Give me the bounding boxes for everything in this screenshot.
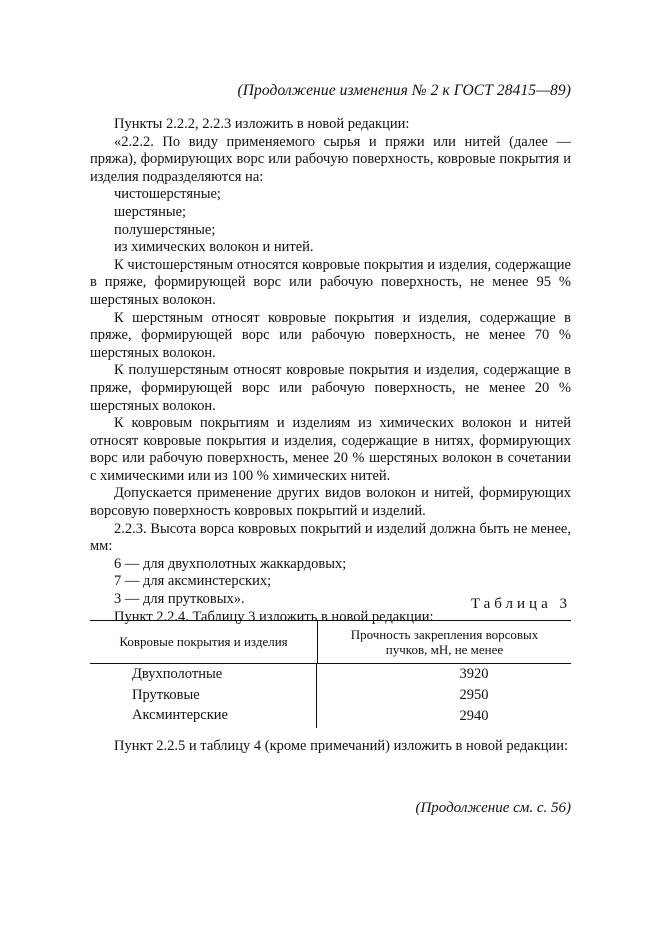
strength-table — [90, 620, 571, 727]
paragraph: К шерстяным относят ковровые покрытия и изделия, содержащие в пряже, формирующей ворс или рабочую поверхность, не менее 70 % шерстяных волокон. — [90, 309, 571, 361]
paragraph: Пункт 2.2.5 и таблицу 4 (кроме примечаний) изложить в новой редакции: — [114, 738, 569, 754]
header-col-strength-line1: Прочность закрепления ворсовых — [350, 627, 539, 642]
cell-product: Двухполотные — [90, 664, 317, 685]
cell-value: 3920 — [459, 666, 489, 682]
table-header — [90, 621, 571, 664]
paragraph: «2.2.2. По виду применяемого сырья и пряжи или нитей (далее — пряжа), формирующих ворс или рабочую поверхность, ковровые покрытия и изделия подразделяются на: — [90, 133, 571, 185]
list-item: чистошерстяные; — [114, 186, 221, 203]
cell-product: Прутковые — [90, 685, 317, 706]
table-row — [90, 685, 571, 706]
list-item: из химических волокон и нитей. — [114, 239, 314, 256]
table-caption: Таблица 3 — [470, 596, 571, 612]
list-item: 3 — для прутковых». — [114, 591, 245, 608]
list-item: 6 — для двухполотных жаккардовых; — [114, 555, 347, 572]
header-col-product: Ковровые покрытия и изделия — [90, 621, 318, 663]
list-item: 7 — для аксминстерских; — [114, 573, 272, 590]
paragraph: Пункты 2.2.2, 2.2.3 изложить в новой редакции: — [114, 116, 410, 132]
body-text — [90, 116, 571, 626]
after-text — [90, 737, 571, 755]
list-item: полушерстяные; — [114, 221, 216, 238]
paragraph: К ковровым покрытиям и изделиям из химических волокон и нитей относят ковровые покрытия и изделия, содержащие в нитях, формирующих ворс или рабочую поверхность, менее 20 % шерстяных волокон в сочетании с химическими или из 100 % химических нитей. — [90, 415, 571, 484]
table-row — [90, 664, 571, 685]
header-col-strength — [318, 621, 571, 663]
paragraph: К полушерстяным относят ковровые покрытия и изделия, содержащие в пряже, формирующей ворс или рабочую поверхность, не менее 20 % шерстяных волокон. — [90, 362, 571, 414]
footer-note: (Продолжение см. с. 56) — [415, 800, 571, 816]
list-item: шерстяные; — [114, 203, 187, 220]
paragraph: 2.2.3. Высота ворса ковровых покрытий и изделий должна быть не менее, мм: — [90, 520, 571, 555]
cell-product: Аксминтерские — [90, 705, 317, 728]
header-col-strength-line2: пучков, мН, не менее — [385, 642, 504, 657]
cell-value: 2940 — [459, 708, 489, 724]
cell-value: 2950 — [459, 687, 489, 703]
paragraph: К чистошерстяным относятся ковровые покрытия и изделия, содержащие в пряже, формирующей ворс или рабочую поверхность, не менее 95 % шерстяных волокон. — [90, 256, 571, 308]
header-note: (Продолжение изменения № 2 к ГОСТ 28415—89) — [237, 82, 571, 99]
table-row — [90, 706, 571, 727]
paragraph: Допускается применение других видов волокон и нитей, формирующих ворсовую поверхность ковровых покрытий и изделий. — [90, 485, 571, 520]
paragraph: Пункт 2.2.4. Таблицу 3 изложить в новой редакции: — [114, 608, 434, 625]
